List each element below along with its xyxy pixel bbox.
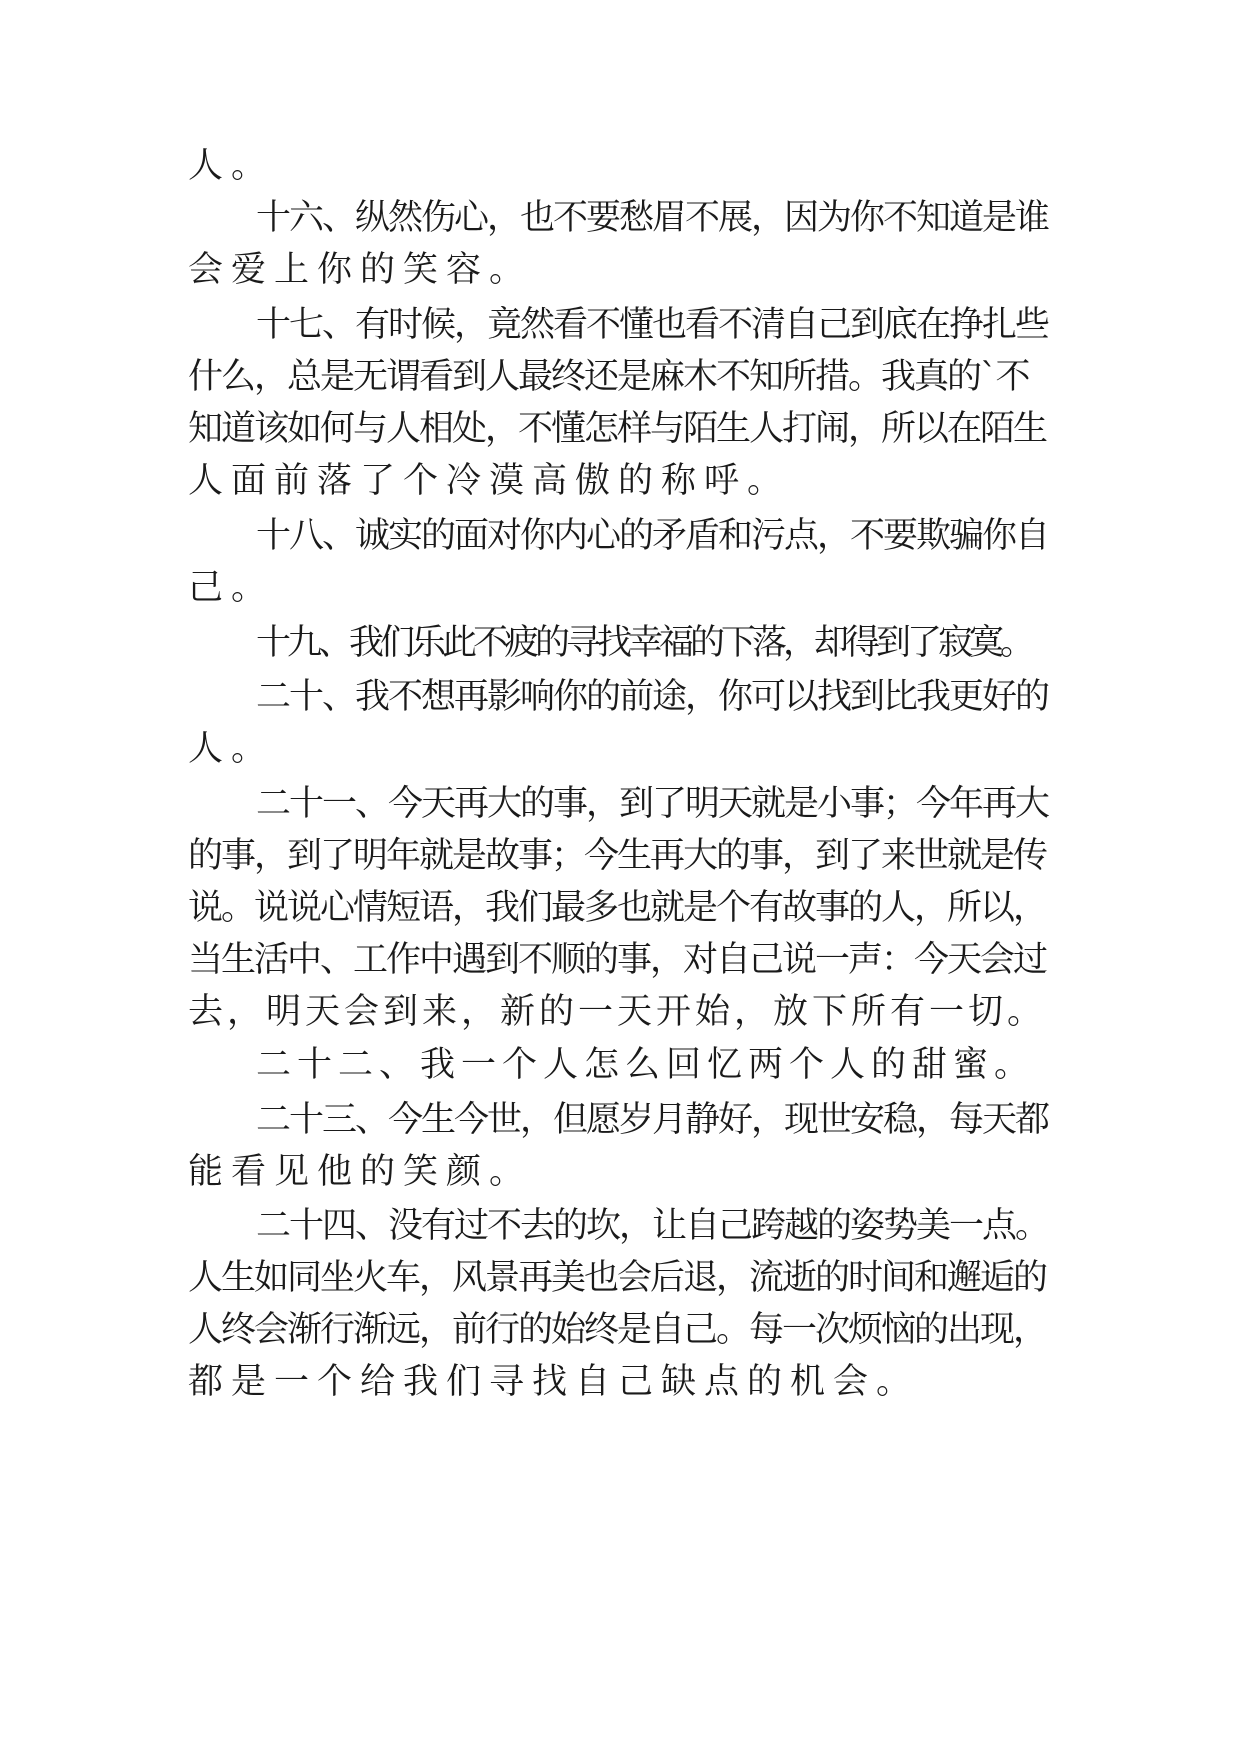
text-line: 当生活中、工作中遇到不顺的事，对自己说一声：今天会过 [188,940,1047,980]
text-line: 去，明天会到来，新的一天开始，放下所有一切。 [188,992,1047,1032]
text-line: 十八、诚实的面对你内心的矛盾和污点，不要欺骗你自 [256,516,1049,556]
text-line: 十七、有时候，竟然看不懂也看不清自己到底在挣扎些 [256,305,1049,345]
text-line: 人面前落了个冷漠高傲的称呼。 [188,461,791,501]
text-line: 都是一个给我们寻找自己缺点的机会。 [188,1362,920,1402]
text-line: 己。 [188,568,275,608]
text-line: 人。 [188,729,275,769]
text-line: 二十、我不想再影响你的前途，你可以找到比我更好的 [256,677,1049,717]
text-line: 二十二、我一个人怎么回忆两个人的甜蜜。 [256,1045,1036,1085]
text-line: 能看见他的笑颜。 [188,1152,533,1192]
text-line: 什么，总是无谓看到人最终还是麻木不知所措。我真的`不 [188,357,1029,397]
text-line: 二十四、没有过不去的坎，让自己跨越的姿势美一点。 [256,1206,1049,1246]
text-line: 人终会渐行渐远，前行的始终是自己。每一次烦恼的出现， [188,1310,1047,1350]
text-line: 人生如同坐火车，风景再美也会后退，流逝的时间和邂逅的 [188,1258,1047,1298]
text-line: 会爱上你的笑容。 [188,250,533,290]
text-line: 十六、纵然伤心，也不要愁眉不展，因为你不知道是谁 [256,198,1049,238]
text-line: 十九、我们乐此不疲的寻找幸福的下落，却得到了寂寞。 [256,623,1032,663]
text-line: 人。 [188,146,275,186]
text-line: 二十三、今生今世，但愿岁月静好，现世安稳，每天都 [256,1100,1049,1140]
text-line: 二十一、今天再大的事，到了明天就是小事；今年再大 [256,784,1049,824]
text-line: 说。说说心情短语，我们最多也就是个有故事的人，所以， [188,888,1047,928]
text-line: 知道该如何与人相处，不懂怎样与陌生人打闹，所以在陌生 [188,409,1047,449]
text-line: 的事，到了明年就是故事；今生再大的事，到了来世就是传 [188,836,1047,876]
